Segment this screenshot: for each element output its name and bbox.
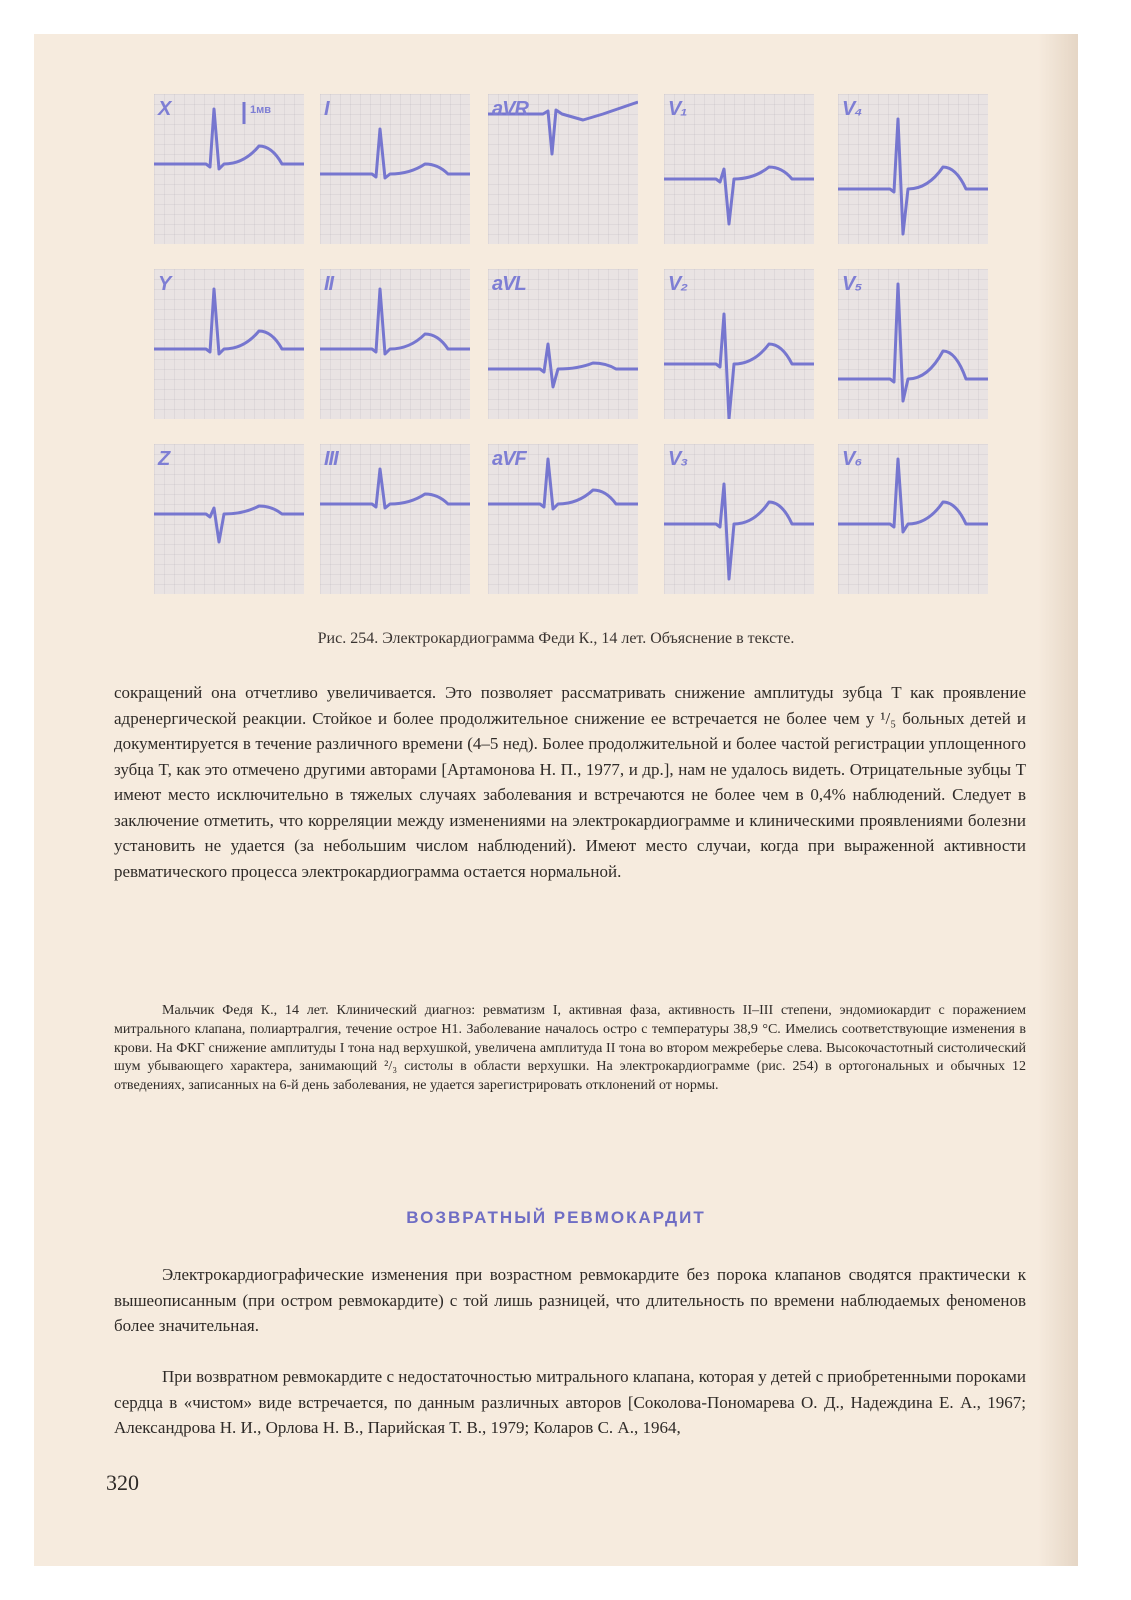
lead-label: aVL: [492, 273, 526, 295]
ecg-lead-aVL: [488, 269, 638, 419]
lead-label: aVR: [492, 98, 528, 120]
lead-label: Y: [158, 273, 171, 295]
ecg-trace-III: [320, 444, 470, 594]
ecg-trace-X: [154, 94, 304, 244]
ecg-figure: [154, 94, 994, 614]
page-number: 320: [106, 1470, 139, 1495]
ecg-waveform: [664, 314, 814, 419]
lead-label: V₁: [668, 98, 687, 120]
ecg-waveform: [154, 506, 304, 542]
book-page: [34, 34, 1078, 1566]
ecg-trace-Y: [154, 269, 304, 419]
ecg-lead-II: [320, 269, 470, 419]
ecg-waveform: [320, 469, 470, 508]
ecg-waveform: [664, 167, 814, 224]
ecg-trace-II: [320, 269, 470, 419]
ecg-lead-Z: [154, 444, 304, 594]
ecg-lead-I: [320, 94, 470, 244]
paragraph-1: сокращений она отчетливо увеличивается. Это позволяет рассматривать снижение амплитуды зубца T как проявление адренергической реакции. Стойкое и более продолжительное снижение ее встречается не более чем у ¹/₅ больных детей и документируется в течение различного времени (4–5 нед). Более продолжительной и более частой регистрации уплощенного зубца T, как это отмечено другими авторами [Артамонова Н. П., 1977, и др.], нам не удалось видеть. Отрицательные зубцы T имеют место исключительно в тяжелых случаях заболевания и встречаются не более чем в 0,4% наблюдений. Следует в заключение отметить, что корреляции между изменениями на электрокардиограмме и клиническими проявлениями болезни установить не удается (за небольшим числом наблюдений). Имеют место случаи, когда при выраженной активности ревматического процесса электрокардиограмма остается нормальной.: [114, 683, 1026, 881]
ecg-lead-V2: [664, 269, 814, 419]
ecg-lead-V3: [664, 444, 814, 594]
ecg-waveform: [838, 119, 988, 234]
section-title: ВОЗВРАТНЫЙ РЕВМОКАРДИТ: [406, 1208, 706, 1227]
ecg-trace-I: [320, 94, 470, 244]
page-edge-shadow: [1038, 34, 1078, 1566]
ecg-waveform: [154, 289, 304, 354]
ecg-lead-Y: [154, 269, 304, 419]
lead-label: I: [324, 98, 329, 120]
ecg-lead-V1: [664, 94, 814, 244]
ecg-waveform: [488, 344, 638, 387]
lead-label: V₂: [668, 273, 687, 295]
ecg-lead-V6: [838, 444, 988, 594]
lead-label: Z: [158, 448, 170, 470]
lead-label: V₆: [842, 448, 862, 470]
lead-label: II: [324, 273, 334, 295]
lead-label: aVF: [492, 448, 526, 470]
ecg-lead-aVF: [488, 444, 638, 594]
lead-label: III: [324, 448, 338, 470]
ecg-lead-III: [320, 444, 470, 594]
paragraph-3: При возвратном ревмокардите с недостаточностью митрального клапана, которая у детей с приобретенными пороками сердца в «чистом» виде встречается, по данным различных авторов [Соколова-Пономарева О. Д., Надеждина Е. А., 1967; Александрова Н. И., Орлова Н. В., Парийская Т. В., 1979; Коларов С. А., 1964,: [114, 1367, 1026, 1437]
ecg-waveform: [320, 289, 470, 354]
lead-label: V₄: [842, 98, 862, 120]
ecg-waveform: [664, 484, 814, 579]
lead-label: X: [158, 98, 171, 120]
ecg-lead-V4: [838, 94, 988, 244]
lead-label: V₃: [668, 448, 688, 470]
ecg-lead-X: [154, 94, 304, 244]
ecg-trace-V1: [664, 94, 814, 244]
lead-label: V₅: [842, 273, 862, 295]
ecg-lead-V5: [838, 269, 988, 419]
ecg-waveform: [320, 129, 470, 178]
calibration-label: 1мв: [250, 104, 272, 116]
ecg-trace-Z: [154, 444, 304, 594]
paragraph-2: Электрокардиографические изменения при возрастном ревмокардите без порока клапанов сводятся практически к вышеописанным (при остром ревмокардите) с той лишь разницей, что длительность по времени наблюдаемых феноменов более значительная.: [114, 1265, 1026, 1335]
ecg-waveform: [154, 109, 304, 169]
ecg-lead-aVR: [488, 94, 638, 244]
case-report: Мальчик Федя К., 14 лет. Клинический диагноз: ревматизм I, активная фаза, активность II–III степени, эндомиокардит с поражением митрального клапана, полиартралгия, течение острое H1. Заболевание началось остро с температуры 38,9 °C. Имелись соответствующие изменения в крови. На ФКГ снижение амплитуды I тона над верхушкой, увеличена амплитуда II тона во втором межреберье слева. Высокочастотный систолический шум убывающего характера, занимающий ²/₃ систолы в области верхушки. На электрокардиограмме (рис. 254) в ортогональных и обычных 12 отведениях, записанных на 6-й день заболевания, не удается зарегистрировать отклонений от нормы.: [114, 1003, 1026, 1094]
figure-caption: Рис. 254. Электрокардиограмма Феди К., 14 лет. Объяснение в тексте.: [317, 630, 795, 647]
ecg-waveform: [838, 284, 988, 401]
